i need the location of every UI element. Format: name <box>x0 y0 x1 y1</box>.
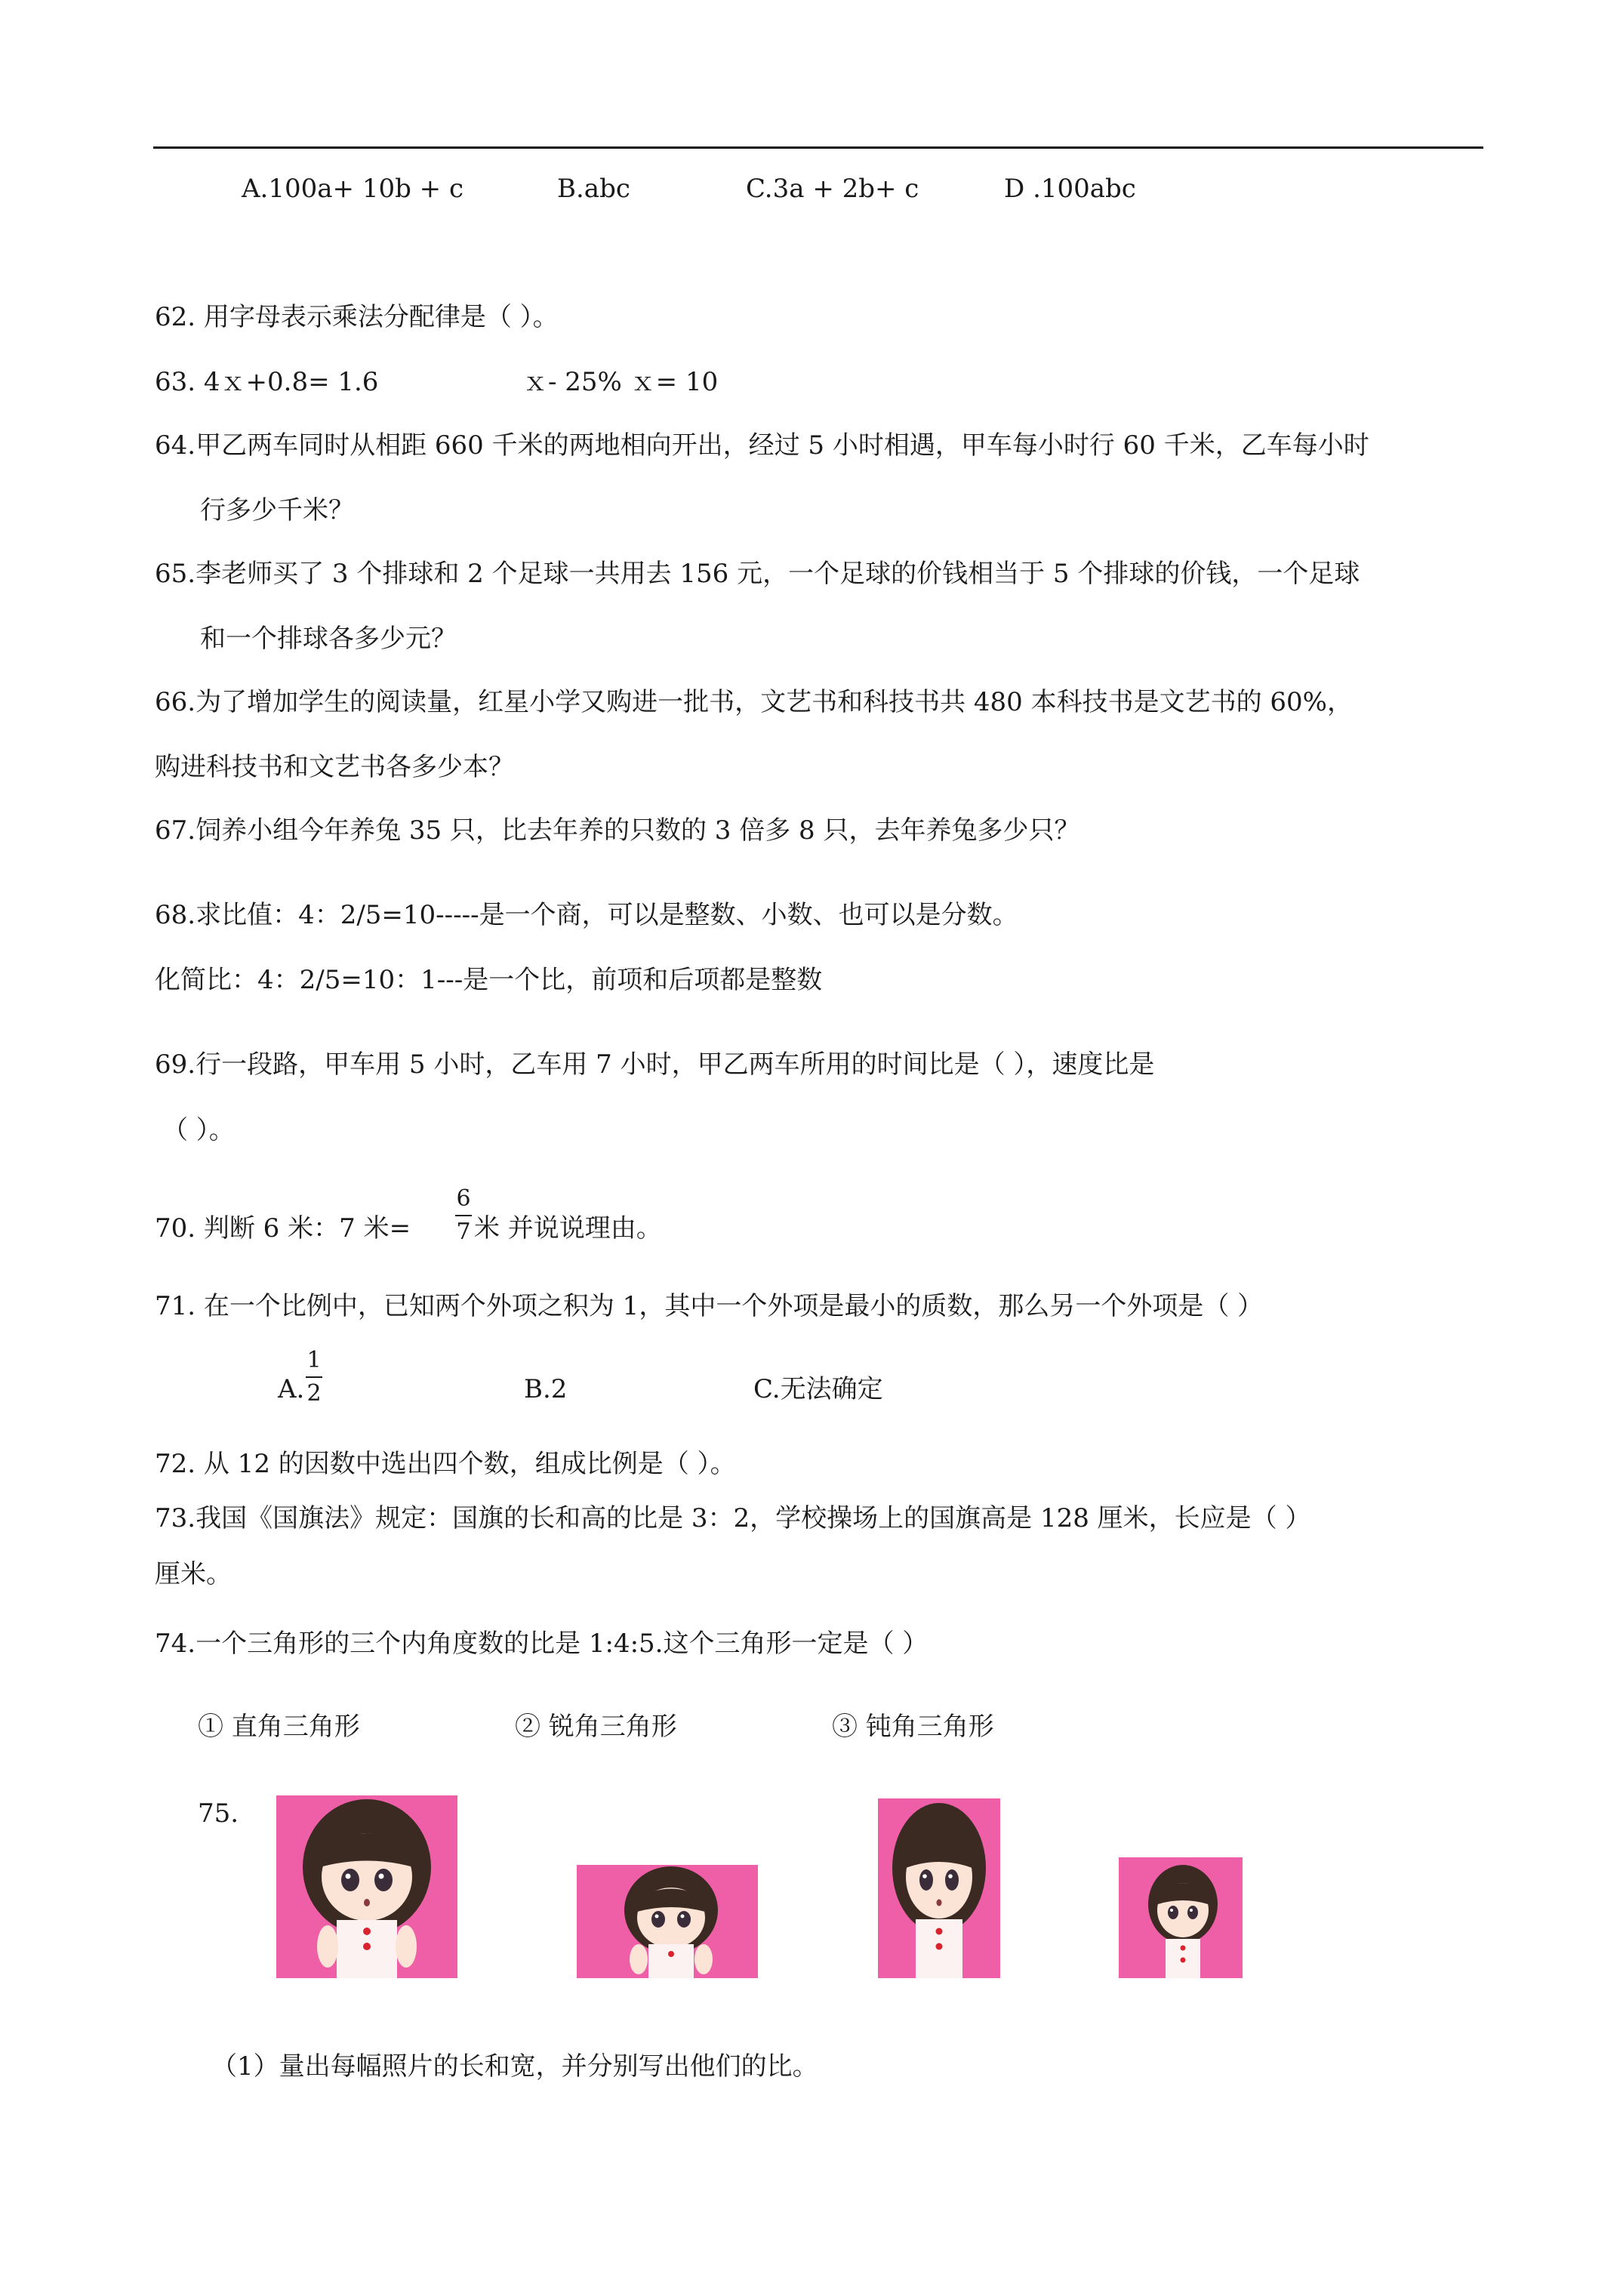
q61-option-c: C.3a + 2b+ c <box>746 174 919 204</box>
q71-option-a-label: A. <box>278 1374 305 1404</box>
q74-option-2: ② 锐角三角形 <box>515 1712 677 1742</box>
q74-option-3: ③ 钝角三角形 <box>832 1712 994 1742</box>
doll-photo-1 <box>276 1795 457 1978</box>
question-64-line1: 64.甲乙两车同时从相距 660 千米的两地相向开出，经过 5 小时相遇，甲车每小时行 60 千米，乙车每小时 <box>155 430 1369 461</box>
q71-option-b: B.2 <box>524 1374 568 1404</box>
question-65-line2: 和一个排球各多少元？ <box>200 624 457 654</box>
question-73-line1: 73.我国《国旗法》规定：国旗的长和高的比是 3：2，学校操场上的国旗高是 128 厘米，长应是（ ） <box>155 1503 1311 1533</box>
question-64-line2: 行多少千米？ <box>200 495 354 525</box>
question-72: 72. 从 12 的因数中选出四个数，组成比例是（ ）。 <box>155 1449 736 1479</box>
question-70-suffix: 米 并说说理由。 <box>474 1213 662 1244</box>
doll-photo-3 <box>878 1798 1000 1978</box>
doll-icon <box>1119 1857 1243 1978</box>
question-75-sub1: （1）量出每幅照片的长和宽，并分别写出他们的比。 <box>211 2051 818 2082</box>
doll-icon <box>878 1798 1000 1978</box>
question-73-line2: 厘米。 <box>155 1559 232 1589</box>
fraction-numerator: 6 <box>456 1185 471 1212</box>
question-67: 67.饲养小组今年养兔 35 只，比去年养的只数的 3 倍多 8 只，去年养兔多少只？ <box>155 815 1080 846</box>
question-62: 62. 用字母表示乘法分配律是（ ）。 <box>155 302 559 332</box>
question-66-line1: 66.为了增加学生的阅读量，红星小学又购进一批书，文艺书和科技书共 480 本科技书是文艺书的 60%， <box>155 687 1353 717</box>
doll-photo-2 <box>577 1865 758 1978</box>
question-75-label: 75. <box>198 1798 239 1829</box>
question-63-a: 63. 4ｘ+0.8= 1.6 <box>155 367 379 397</box>
q61-option-b: B.abc <box>557 174 630 204</box>
question-74: 74.一个三角形的三个内角度数的比是 1:4:5.这个三角形一定是（ ） <box>155 1629 929 1659</box>
q61-option-a: A.100a+ 10b + c <box>242 174 463 204</box>
fraction-bar <box>455 1215 472 1216</box>
question-68-line1: 68.求比值：4：2/5=10-----是一个商，可以是整数、小数、也可以是分数。 <box>155 900 1018 930</box>
q71-option-a-fraction <box>306 1349 322 1405</box>
q61-option-d: D .100abc <box>1004 174 1136 204</box>
header-rule <box>153 146 1483 149</box>
fraction-denominator: 2 <box>306 1380 322 1407</box>
fraction-bar <box>306 1376 322 1378</box>
fraction-numerator: 1 <box>306 1347 322 1373</box>
question-65-line1: 65.李老师买了 3 个排球和 2 个足球一共用去 156 元，一个足球的价钱相当于 5 个排球的价钱，一个足球 <box>155 559 1360 589</box>
question-63-b: ｘ- 25% ｘ= 10 <box>522 367 719 397</box>
q74-option-1: ① 直角三角形 <box>198 1712 360 1742</box>
doll-icon <box>276 1795 457 1978</box>
doll-photo-4 <box>1119 1857 1243 1978</box>
question-69-line1: 69.行一段路，甲车用 5 小时，乙车用 7 小时，甲乙两车所用的时间比是（ ），速度比是 <box>155 1049 1155 1080</box>
fraction-denominator: 7 <box>456 1219 471 1245</box>
q71-option-c: C.无法确定 <box>753 1374 883 1404</box>
question-68-line2: 化简比：4：2/5=10：1---是一个比，前项和后项都是整数 <box>155 965 823 995</box>
question-71: 71. 在一个比例中，已知两个外项之积为 1，其中一个外项是最小的质数，那么另一个外项是（ ） <box>155 1291 1264 1321</box>
question-70-fraction <box>455 1185 472 1245</box>
question-66-line2: 购进科技书和文艺书各多少本？ <box>155 752 514 782</box>
question-70-prefix: 70. 判断 6 米：7 米= <box>155 1213 411 1244</box>
question-69-line2: （ ）。 <box>162 1115 235 1145</box>
doll-icon <box>577 1865 758 1978</box>
